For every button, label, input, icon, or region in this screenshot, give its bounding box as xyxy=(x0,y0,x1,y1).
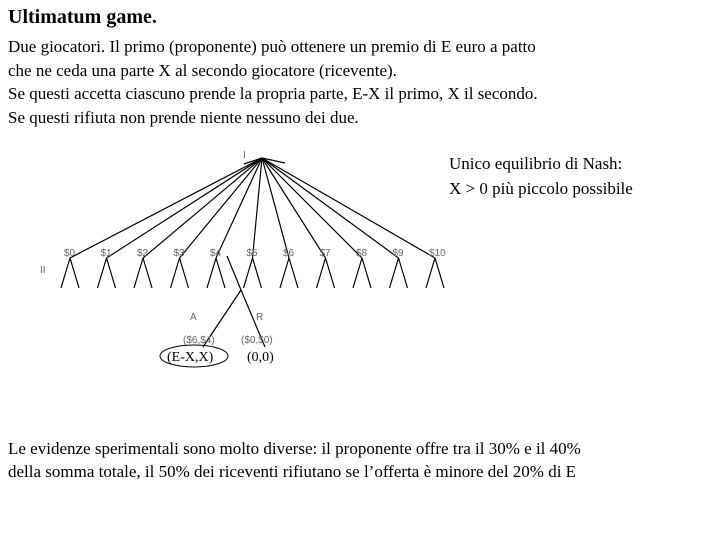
reject-payoff-small: ($0,$0) xyxy=(241,335,273,346)
offer-label: $7 xyxy=(319,248,331,259)
response-fork xyxy=(317,258,326,288)
offer-branch xyxy=(70,158,262,258)
response-fork xyxy=(435,258,444,288)
branch-accept xyxy=(227,256,241,290)
slide-title: Ultimatum game. xyxy=(8,6,157,28)
nash-equilibrium-note xyxy=(449,151,633,201)
experimental-evidence-text xyxy=(8,437,581,483)
offer-label: $9 xyxy=(392,248,404,259)
response-fork xyxy=(70,258,79,288)
response-fork xyxy=(61,258,70,288)
offer-label: $10 xyxy=(429,248,446,259)
nash-line: Unico equilibrio di Nash: xyxy=(449,154,623,173)
response-fork xyxy=(399,258,408,288)
second-player-label: II xyxy=(40,265,46,276)
response-fork xyxy=(171,258,180,288)
intro-line: Due giocatori. Il primo (proponente) può ottenere un premio di E euro a patto xyxy=(8,37,536,56)
intro-line: Se questi accetta ciascuno prende la propria parte, E-X il primo, X il secondo. xyxy=(8,84,538,103)
offer-label: $3 xyxy=(173,248,185,259)
accept-label: A xyxy=(190,312,197,323)
reject-label: R xyxy=(256,312,264,323)
response-fork xyxy=(207,258,216,288)
root-player-label: I xyxy=(243,150,246,161)
offer-branch xyxy=(180,158,263,258)
response-fork xyxy=(353,258,362,288)
offer-branch xyxy=(262,158,326,258)
bottom-line: Le evidenze sperimentali sono molto diverse: il proponente offre tra il 30% e il 40% xyxy=(8,439,581,458)
response-fork xyxy=(253,258,262,288)
response-fork xyxy=(98,258,107,288)
response-fork xyxy=(362,258,371,288)
response-fork xyxy=(289,258,298,288)
intro-line: che ne ceda una parte X al secondo giocatore (ricevente). xyxy=(8,60,397,80)
offer-label: $8 xyxy=(356,248,368,259)
offer-label: $5 xyxy=(246,248,258,259)
response-fork xyxy=(134,258,143,288)
offer-branch xyxy=(262,158,362,258)
offer-branch xyxy=(143,158,262,258)
offer-branch xyxy=(262,158,435,258)
offer-label: $4 xyxy=(210,248,222,259)
response-fork xyxy=(216,258,225,288)
accept-payoff-small: ($6,$4) xyxy=(183,335,215,346)
offer-label: $2 xyxy=(137,248,149,259)
response-fork xyxy=(326,258,335,288)
offer-label: $1 xyxy=(100,248,112,259)
reject-payoff: (0,0) xyxy=(247,350,274,365)
response-fork xyxy=(390,258,399,288)
response-fork xyxy=(107,258,116,288)
nash-line: X > 0 più piccolo possibile xyxy=(449,179,633,198)
response-fork xyxy=(426,258,435,288)
offer-label: $6 xyxy=(283,248,295,259)
intro-line: Se questi rifiuta non prende niente nessuno dei due. xyxy=(8,107,359,127)
response-fork xyxy=(280,258,289,288)
offer-branch xyxy=(262,158,289,258)
response-fork xyxy=(244,258,253,288)
bottom-line: della somma totale, il 50% dei riceventi rifiutano se l’offerta è minore del 20% di E xyxy=(8,462,577,481)
accept-payoff: (E-X,X) xyxy=(167,350,214,365)
offer-branch xyxy=(262,158,399,258)
response-fork xyxy=(180,258,189,288)
offer-label: $0 xyxy=(64,248,76,259)
offer-branch xyxy=(253,158,263,258)
response-fork xyxy=(143,258,152,288)
offer-labels xyxy=(64,248,446,259)
